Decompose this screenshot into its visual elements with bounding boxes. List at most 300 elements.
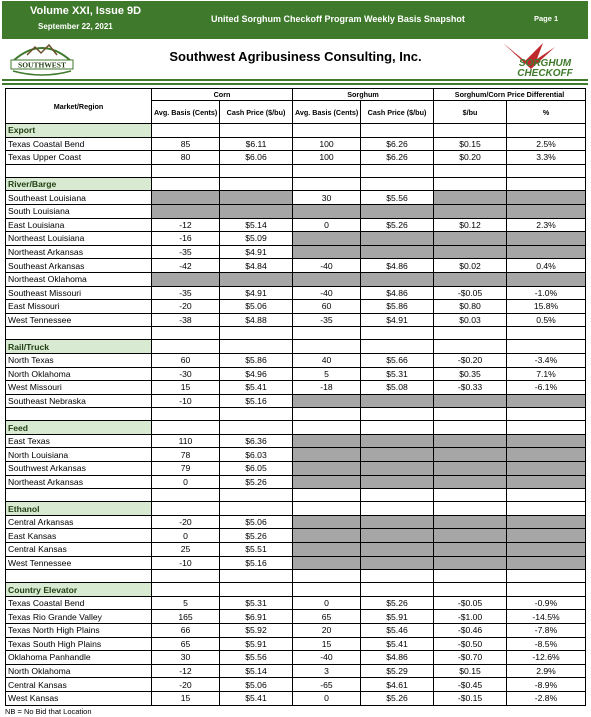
sorghum-checkoff-logo: [497, 41, 585, 79]
section-blank-cell: [152, 583, 220, 597]
corn-price-cell: $5.09: [220, 232, 293, 246]
sorghum-basis-cell: 0: [293, 218, 361, 232]
sorghum-price-cell: $4.86: [361, 651, 434, 665]
corn-basis-cell: 85: [152, 137, 220, 151]
market-name: East Louisiana: [6, 218, 152, 232]
spacer-cell: [152, 570, 220, 583]
diff-dollar-cell: -$0.70: [434, 651, 507, 665]
diff-dollar-cell: -$0.33: [434, 381, 507, 395]
spacer-cell: [152, 489, 220, 502]
section-blank-cell: [152, 502, 220, 516]
spacer-cell: [434, 570, 507, 583]
market-name: Texas Coastal Bend: [6, 596, 152, 610]
sorghum-price-cell: [361, 204, 434, 218]
corn-price-cell: $6.36: [220, 434, 293, 448]
table-row: [6, 245, 586, 259]
diff-percent-cell: -6.1%: [507, 381, 586, 395]
market-name: Northeast Oklahoma: [6, 272, 152, 286]
section-blank-cell: [434, 502, 507, 516]
section-label: Export: [6, 124, 152, 138]
table-row: [6, 678, 586, 692]
table-row: [6, 624, 586, 638]
diff-percent-cell: -8.9%: [507, 678, 586, 692]
section-blank-cell: [507, 340, 586, 354]
diff-dollar-header: $/bu: [434, 101, 507, 124]
sorghum-price-cell: $5.46: [361, 624, 434, 638]
sorghum-basis-cell: [293, 475, 361, 489]
spacer-cell: [6, 164, 152, 177]
diff-percent-cell: [507, 556, 586, 570]
market-name: Southwest Arkansas: [6, 462, 152, 476]
sorghum-price-cell: $5.31: [361, 367, 434, 381]
spacer-cell: [152, 408, 220, 421]
sorghum-price-cell: $6.26: [361, 151, 434, 165]
market-name: Southeast Louisiana: [6, 191, 152, 205]
corn-basis-cell: 60: [152, 353, 220, 367]
corn-basis-cell: -20: [152, 515, 220, 529]
market-name: Southeast Nebraska: [6, 394, 152, 408]
spacer-row: [6, 164, 586, 177]
diff-percent-cell: 2.5%: [507, 137, 586, 151]
section-blank-cell: [361, 340, 434, 354]
table-row: [6, 286, 586, 300]
spacer-cell: [152, 164, 220, 177]
volume-label: Volume XXI, Issue 9D: [30, 5, 142, 17]
section-blank-cell: [361, 421, 434, 435]
market-name: West Tennessee: [6, 556, 152, 570]
section-blank-cell: [152, 340, 220, 354]
diff-percent-cell: 15.8%: [507, 300, 586, 314]
diff-dollar-cell: $0.15: [434, 664, 507, 678]
corn-basis-cell: -10: [152, 556, 220, 570]
sorghum-basis-cell: [293, 394, 361, 408]
diff-dollar-cell: -$0.46: [434, 624, 507, 638]
sorghum-price-cell: [361, 434, 434, 448]
sorghum-price-cell: [361, 556, 434, 570]
sorghum-price-cell: $5.86: [361, 300, 434, 314]
svg-text:SORGHUM: SORGHUM: [518, 58, 572, 69]
diff-percent-cell: [507, 462, 586, 476]
sorghum-price-header: Cash Price ($/bu): [361, 101, 434, 124]
table-row: [6, 596, 586, 610]
corn-basis-cell: -42: [152, 259, 220, 273]
section-header-row: [6, 583, 586, 597]
table-row: [6, 300, 586, 314]
market-name: Central Arkansas: [6, 515, 152, 529]
diff-dollar-cell: [434, 434, 507, 448]
section-blank-cell: [293, 421, 361, 435]
corn-price-cell: [220, 191, 293, 205]
market-name: North Louisiana: [6, 448, 152, 462]
spacer-cell: [220, 489, 293, 502]
report-title: United Sorghum Checkoff Program Weekly Basis Snapshot: [211, 14, 465, 24]
differential-group-header: Sorghum/Corn Price Differential: [434, 89, 586, 101]
corn-price-cell: $6.06: [220, 151, 293, 165]
table-row: [6, 543, 586, 557]
market-name: East Kansas: [6, 529, 152, 543]
section-blank-cell: [220, 583, 293, 597]
spacer-cell: [434, 327, 507, 340]
section-blank-cell: [507, 421, 586, 435]
sorghum-price-cell: [361, 394, 434, 408]
market-name: Texas Coastal Bend: [6, 137, 152, 151]
table-row: [6, 691, 586, 705]
diff-percent-cell: [507, 529, 586, 543]
diff-percent-cell: [507, 475, 586, 489]
sorghum-basis-cell: 15: [293, 637, 361, 651]
corn-price-cell: [220, 272, 293, 286]
diff-percent-cell: [507, 394, 586, 408]
spacer-cell: [220, 164, 293, 177]
diff-dollar-cell: [434, 475, 507, 489]
corn-price-cell: [220, 204, 293, 218]
table-row: [6, 272, 586, 286]
diff-percent-cell: [507, 245, 586, 259]
spacer-cell: [434, 164, 507, 177]
spacer-cell: [220, 408, 293, 421]
sorghum-basis-cell: [293, 232, 361, 246]
diff-dollar-cell: [434, 529, 507, 543]
table-row: [6, 529, 586, 543]
sorghum-group-header: Sorghum: [293, 89, 434, 101]
spacer-cell: [507, 327, 586, 340]
sorghum-price-cell: [361, 543, 434, 557]
table-row: [6, 394, 586, 408]
spacer-cell: [361, 327, 434, 340]
diff-dollar-cell: [434, 191, 507, 205]
corn-price-cell: $5.14: [220, 218, 293, 232]
corn-basis-cell: 5: [152, 596, 220, 610]
corn-price-cell: $6.03: [220, 448, 293, 462]
section-blank-cell: [361, 583, 434, 597]
section-blank-cell: [293, 583, 361, 597]
diff-percent-cell: [507, 204, 586, 218]
corn-basis-cell: 15: [152, 381, 220, 395]
sorghum-price-cell: [361, 232, 434, 246]
spacer-cell: [293, 164, 361, 177]
diff-dollar-cell: -$0.50: [434, 637, 507, 651]
corn-price-cell: $5.06: [220, 678, 293, 692]
sorghum-basis-cell: 100: [293, 137, 361, 151]
sorghum-basis-cell: 0: [293, 596, 361, 610]
corn-basis-header: Avg. Basis (Cents): [152, 101, 220, 124]
section-blank-cell: [434, 583, 507, 597]
corn-price-cell: $5.41: [220, 691, 293, 705]
market-name: Southeast Arkansas: [6, 259, 152, 273]
diff-dollar-cell: [434, 462, 507, 476]
diff-dollar-cell: -$0.05: [434, 286, 507, 300]
table-row: [6, 151, 586, 165]
diff-dollar-cell: [434, 543, 507, 557]
table-row: [6, 475, 586, 489]
corn-basis-cell: 80: [152, 151, 220, 165]
diff-percent-cell: [507, 191, 586, 205]
spacer-cell: [293, 570, 361, 583]
sorghum-basis-cell: 20: [293, 624, 361, 638]
market-name: North Oklahoma: [6, 367, 152, 381]
spacer-cell: [361, 489, 434, 502]
diff-percent-cell: [507, 434, 586, 448]
corn-basis-cell: 79: [152, 462, 220, 476]
corn-price-cell: $4.91: [220, 286, 293, 300]
corn-basis-cell: 78: [152, 448, 220, 462]
table-row: [6, 204, 586, 218]
diff-percent-cell: [507, 232, 586, 246]
diff-dollar-cell: -$0.05: [434, 596, 507, 610]
sorghum-price-cell: [361, 515, 434, 529]
spacer-row: [6, 570, 586, 583]
section-blank-cell: [152, 124, 220, 138]
spacer-cell: [293, 489, 361, 502]
sorghum-basis-cell: 60: [293, 300, 361, 314]
sorghum-price-cell: $6.26: [361, 137, 434, 151]
section-blank-cell: [220, 421, 293, 435]
corn-basis-cell: -35: [152, 286, 220, 300]
section-blank-cell: [293, 124, 361, 138]
section-label: Rail/Truck: [6, 340, 152, 354]
section-blank-cell: [152, 177, 220, 191]
section-blank-cell: [293, 340, 361, 354]
corn-price-header: Cash Price ($/bu): [220, 101, 293, 124]
sorghum-basis-cell: 40: [293, 353, 361, 367]
diff-dollar-cell: [434, 515, 507, 529]
section-blank-cell: [293, 502, 361, 516]
corn-price-cell: $5.16: [220, 394, 293, 408]
table-row: [6, 434, 586, 448]
sorghum-price-cell: [361, 245, 434, 259]
corn-price-cell: $6.11: [220, 137, 293, 151]
spacer-cell: [507, 408, 586, 421]
table-row: [6, 218, 586, 232]
diff-percent-cell: 2.3%: [507, 218, 586, 232]
corn-basis-cell: -20: [152, 678, 220, 692]
diff-dollar-cell: $0.03: [434, 313, 507, 327]
diff-dollar-cell: [434, 272, 507, 286]
corn-price-cell: $5.06: [220, 300, 293, 314]
section-blank-cell: [220, 177, 293, 191]
market-name: Central Kansas: [6, 678, 152, 692]
market-name: Southeast Missouri: [6, 286, 152, 300]
corn-price-cell: $5.26: [220, 475, 293, 489]
diff-dollar-cell: $0.15: [434, 137, 507, 151]
spacer-cell: [507, 489, 586, 502]
table-row: [6, 191, 586, 205]
sorghum-price-cell: [361, 448, 434, 462]
corn-basis-cell: -30: [152, 367, 220, 381]
section-blank-cell: [293, 177, 361, 191]
diff-percent-cell: -7.8%: [507, 624, 586, 638]
spacer-row: [6, 327, 586, 340]
corn-basis-cell: -10: [152, 394, 220, 408]
corn-price-cell: $4.88: [220, 313, 293, 327]
corn-basis-cell: -16: [152, 232, 220, 246]
section-label: Country Elevator: [6, 583, 152, 597]
diff-percent-cell: 0.4%: [507, 259, 586, 273]
sorghum-price-cell: $4.86: [361, 259, 434, 273]
sorghum-price-cell: [361, 529, 434, 543]
sorghum-basis-cell: [293, 434, 361, 448]
corn-price-cell: $5.92: [220, 624, 293, 638]
market-name: East Missouri: [6, 300, 152, 314]
diff-dollar-cell: [434, 232, 507, 246]
diff-percent-cell: 0.5%: [507, 313, 586, 327]
diff-dollar-cell: -$0.20: [434, 353, 507, 367]
spacer-cell: [220, 570, 293, 583]
market-name: West Missouri: [6, 381, 152, 395]
diff-percent-cell: 7.1%: [507, 367, 586, 381]
spacer-cell: [361, 570, 434, 583]
spacer-cell: [152, 327, 220, 340]
sorghum-price-cell: $5.56: [361, 191, 434, 205]
section-blank-cell: [434, 340, 507, 354]
section-blank-cell: [220, 340, 293, 354]
section-blank-cell: [220, 124, 293, 138]
sorghum-price-cell: $4.91: [361, 313, 434, 327]
sorghum-price-cell: $5.29: [361, 664, 434, 678]
sorghum-price-cell: $5.08: [361, 381, 434, 395]
table-row: [6, 367, 586, 381]
corn-basis-cell: 110: [152, 434, 220, 448]
table-row: [6, 232, 586, 246]
corn-basis-cell: -38: [152, 313, 220, 327]
corn-price-cell: $4.96: [220, 367, 293, 381]
spacer-cell: [434, 408, 507, 421]
corn-basis-cell: 66: [152, 624, 220, 638]
header-rule-top: [2, 79, 588, 81]
corn-basis-cell: 0: [152, 475, 220, 489]
corn-basis-cell: -12: [152, 664, 220, 678]
corn-basis-cell: -35: [152, 245, 220, 259]
sorghum-basis-cell: [293, 245, 361, 259]
table-row: [6, 462, 586, 476]
corn-price-cell: $4.84: [220, 259, 293, 273]
spacer-cell: [6, 570, 152, 583]
sorghum-basis-cell: [293, 448, 361, 462]
section-header-row: [6, 502, 586, 516]
diff-dollar-cell: -$0.15: [434, 691, 507, 705]
sorghum-price-cell: [361, 462, 434, 476]
sorghum-basis-cell: [293, 462, 361, 476]
corn-basis-cell: 65: [152, 637, 220, 651]
sorghum-price-cell: $5.66: [361, 353, 434, 367]
sorghum-price-cell: $5.26: [361, 691, 434, 705]
corn-price-cell: $5.51: [220, 543, 293, 557]
corn-basis-cell: -20: [152, 300, 220, 314]
market-name: Texas South High Plains: [6, 637, 152, 651]
header-rule-bottom: [2, 83, 588, 85]
corn-basis-cell: -12: [152, 218, 220, 232]
corn-basis-cell: [152, 191, 220, 205]
table-row: [6, 259, 586, 273]
section-label: Ethanol: [6, 502, 152, 516]
spacer-cell: [293, 408, 361, 421]
table-row: [6, 610, 586, 624]
sorghum-basis-cell: [293, 204, 361, 218]
sorghum-basis-cell: 100: [293, 151, 361, 165]
corn-price-cell: $4.91: [220, 245, 293, 259]
diff-dollar-cell: [434, 204, 507, 218]
diff-percent-cell: -8.5%: [507, 637, 586, 651]
section-blank-cell: [152, 421, 220, 435]
table-row: [6, 651, 586, 665]
sorghum-price-cell: $5.41: [361, 637, 434, 651]
corn-price-cell: $5.86: [220, 353, 293, 367]
corn-price-cell: $5.26: [220, 529, 293, 543]
diff-percent-cell: [507, 272, 586, 286]
sorghum-basis-cell: [293, 515, 361, 529]
sorghum-basis-cell: -65: [293, 678, 361, 692]
corn-basis-cell: 0: [152, 529, 220, 543]
diff-dollar-cell: -$1.00: [434, 610, 507, 624]
section-blank-cell: [507, 177, 586, 191]
market-name: Texas Upper Coast: [6, 151, 152, 165]
corn-basis-cell: 30: [152, 651, 220, 665]
market-name: East Texas: [6, 434, 152, 448]
issue-date: September 22, 2021: [38, 22, 113, 31]
diff-percent-cell: -0.9%: [507, 596, 586, 610]
sorghum-price-cell: [361, 272, 434, 286]
section-blank-cell: [220, 502, 293, 516]
sorghum-basis-cell: 3: [293, 664, 361, 678]
corn-price-cell: $5.06: [220, 515, 293, 529]
spacer-cell: [220, 327, 293, 340]
diff-percent-cell: -3.4%: [507, 353, 586, 367]
sorghum-basis-cell: -35: [293, 313, 361, 327]
corn-price-cell: $6.91: [220, 610, 293, 624]
corn-basis-cell: 15: [152, 691, 220, 705]
sorghum-basis-cell: -40: [293, 259, 361, 273]
corn-basis-cell: 165: [152, 610, 220, 624]
diff-dollar-cell: [434, 394, 507, 408]
market-name: Texas Rio Grande Valley: [6, 610, 152, 624]
corn-group-header: Corn: [152, 89, 293, 101]
table-row: [6, 637, 586, 651]
section-blank-cell: [507, 502, 586, 516]
section-blank-cell: [507, 124, 586, 138]
page-number: Page 1: [534, 14, 559, 23]
sorghum-basis-cell: [293, 556, 361, 570]
diff-dollar-cell: $0.12: [434, 218, 507, 232]
market-name: Central Kansas: [6, 543, 152, 557]
diff-percent-cell: [507, 448, 586, 462]
diff-dollar-cell: $0.80: [434, 300, 507, 314]
market-name: Northeast Arkansas: [6, 245, 152, 259]
diff-percent-cell: 3.3%: [507, 151, 586, 165]
diff-dollar-cell: [434, 448, 507, 462]
diff-dollar-cell: [434, 556, 507, 570]
sorghum-basis-cell: [293, 529, 361, 543]
sorghum-basis-cell: -18: [293, 381, 361, 395]
spacer-row: [6, 489, 586, 502]
svg-text:CHECKOFF: CHECKOFF: [517, 68, 573, 79]
sorghum-basis-cell: 5: [293, 367, 361, 381]
market-name: Oklahoma Panhandle: [6, 651, 152, 665]
spacer-cell: [507, 164, 586, 177]
section-blank-cell: [434, 421, 507, 435]
section-header-row: [6, 124, 586, 138]
diff-percent-header: %: [507, 101, 586, 124]
sorghum-basis-cell: 65: [293, 610, 361, 624]
svg-text:SOUTHWEST: SOUTHWEST: [18, 60, 66, 70]
spacer-cell: [6, 408, 152, 421]
sorghum-basis-cell: [293, 543, 361, 557]
diff-percent-cell: [507, 515, 586, 529]
footnote: NB = No Bid that Location: [5, 707, 92, 716]
company-name: Southwest Agribusiness Consulting, Inc.: [169, 49, 422, 64]
spacer-cell: [361, 408, 434, 421]
sorghum-basis-cell: [293, 272, 361, 286]
spacer-cell: [6, 489, 152, 502]
